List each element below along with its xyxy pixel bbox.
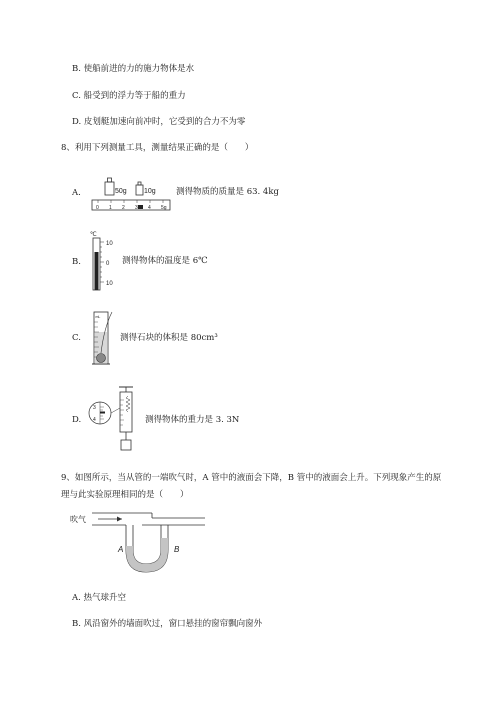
blow-label: 吹气 (70, 515, 86, 524)
weight-10g-label: 10g (144, 188, 156, 195)
tube-b-label: B (174, 545, 180, 554)
thermometer-tick-top: 10 (106, 241, 113, 247)
q8-option-a-text: 测得物质的质量是 63. 4kg (176, 187, 279, 197)
q9-option-b: B. 风沿窗外的墙面吹过，窗口悬挂的窗帘飘向窗外 (72, 619, 263, 629)
scale-tick-0: 0 (96, 205, 99, 211)
q8-option-b-letter: B. (72, 257, 81, 267)
balance-scale-figure (90, 174, 172, 214)
q7-option-c: C. 船受到的浮力等于船的重力 (72, 91, 186, 101)
spring-scale-tick-3: 3 (93, 405, 96, 411)
q9-option-a: A. 热气球升空 (72, 593, 127, 603)
u-tube-figure (70, 508, 210, 578)
scale-tick-4: 4 (148, 205, 151, 211)
thermometer-unit: ℃ (90, 232, 97, 238)
q8-stem: 8、利用下列测量工具，测量结果正确的是（ ） (61, 143, 254, 153)
tube-a-label: A (118, 545, 124, 554)
spring-scale-tick-4: 4 (93, 417, 96, 423)
scale-tick-3: 3 (135, 205, 138, 211)
q8-option-c-text: 测得石块的体积是 80cm³ (120, 333, 218, 343)
scale-tick-1: 1 (109, 205, 112, 211)
q8-option-c-letter: C. (72, 333, 81, 343)
scale-tick-5: 5g (161, 205, 167, 211)
q8-option-d-text: 测得物体的重力是 3. 3N (145, 415, 240, 425)
spring-scale-figure (86, 386, 146, 454)
q8-option-a-letter: A. (72, 188, 81, 198)
cylinder-unit: mL (95, 315, 101, 319)
graduated-cylinder-figure (90, 308, 118, 368)
q9-stem-line1: 9、如图所示，当从管的一端吹气时，A 管中的液面会下降，B 管中的液面会上升。下列现象产生的原 (61, 473, 442, 483)
q8-option-b-text: 测得物体的温度是 6℃ (122, 256, 208, 266)
weight-50g-label: 50g (115, 188, 127, 195)
thermometer-figure (88, 228, 122, 292)
q7-option-b: B. 使船前进的力的施力物体是水 (72, 64, 195, 74)
thermometer-tick-zero: 0 (106, 261, 110, 267)
q9-stem-line2: 理与此实验原理相同的是（ ） (61, 490, 189, 500)
scale-tick-2: 2 (122, 205, 125, 211)
q7-option-d: D. 皮划艇加速向前冲时，它受到的合力不为零 (72, 117, 246, 127)
q8-option-d-letter: D. (72, 415, 82, 425)
thermometer-tick-bottom: 10 (106, 281, 113, 287)
